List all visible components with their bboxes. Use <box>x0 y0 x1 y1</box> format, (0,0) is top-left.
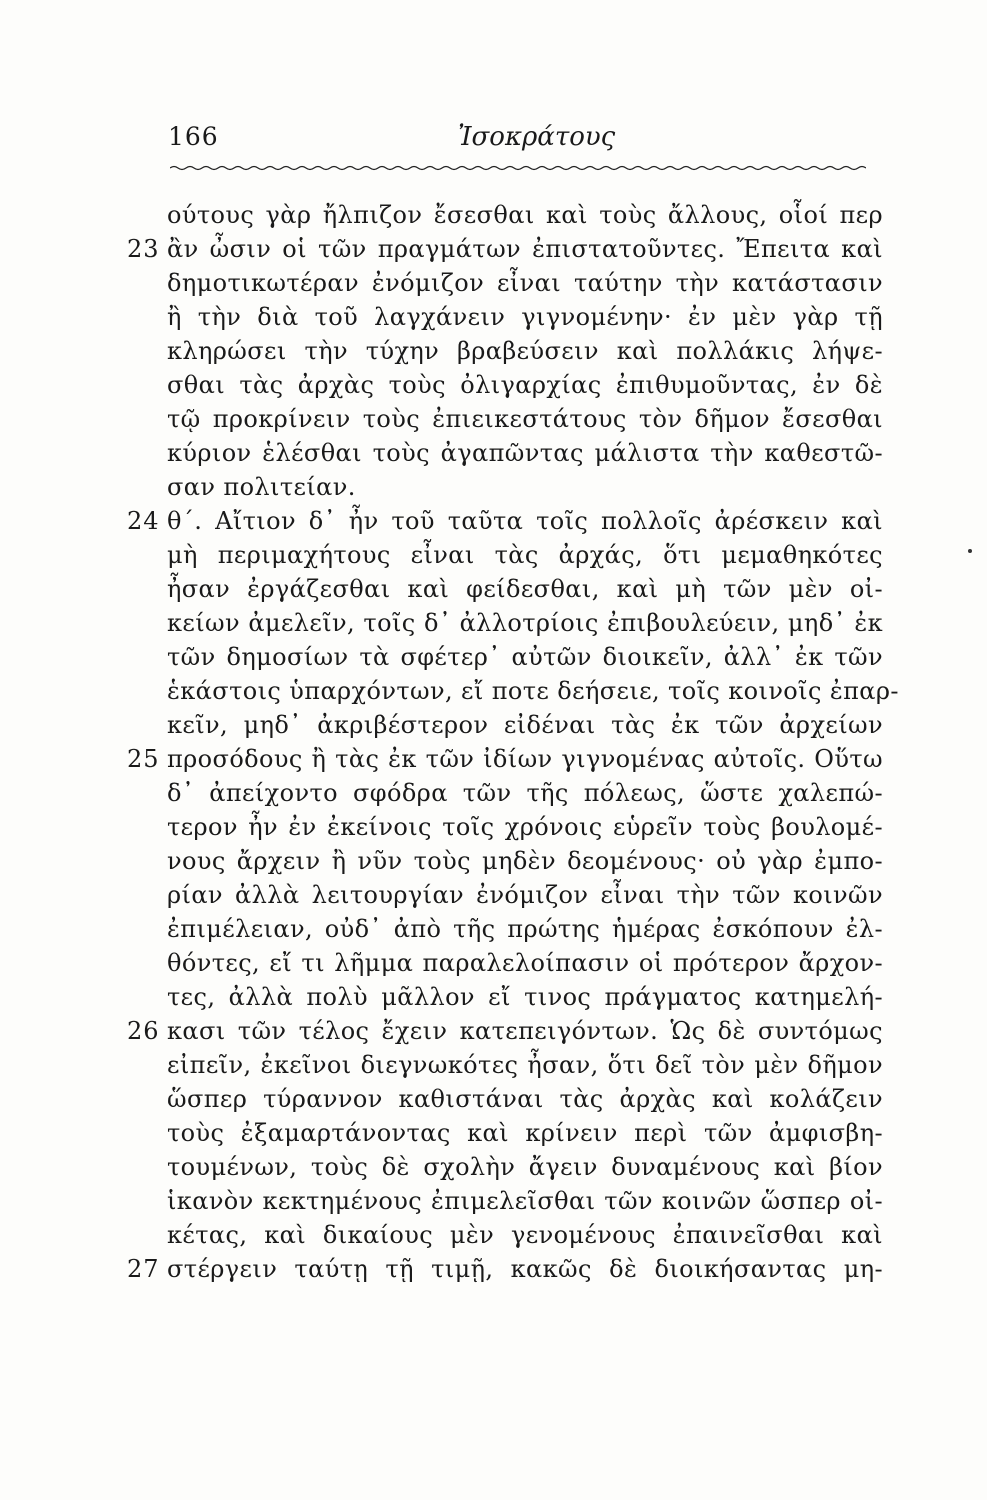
text-line <box>167 912 883 946</box>
text-line <box>167 1150 883 1184</box>
text-line <box>127 504 883 538</box>
line-text: κύριον ἑλέσθαι τοὺς ἀγαπῶντας μάλιστα τὴν καθεστῶ- <box>167 439 883 467</box>
line-text: κασι τῶν τέλος ἔχειν κατεπειγόντων. Ὡς δὲ συντόμως <box>167 1017 883 1045</box>
text-line <box>127 742 883 776</box>
text-line <box>167 606 883 640</box>
line-text: στέργειν ταύτῃ τῇ τιμῇ, κακῶς δὲ διοικήσαντας μη- <box>167 1255 883 1283</box>
line-text: εἰπεῖν, ἐκεῖνοι διεγνωκότες ἦσαν, ὅτι δεῖ τὸν μὲν δῆμον <box>167 1051 883 1079</box>
section-number: 26 <box>127 1017 160 1045</box>
line-text: σαν πολιτείαν. <box>167 473 356 501</box>
section-number: 27 <box>127 1255 160 1283</box>
header-rule <box>170 165 866 171</box>
text-line <box>167 640 883 674</box>
text-line <box>127 1014 883 1048</box>
line-text: ἐπιμέλειαν, οὐδ᾽ ἀπὸ τῆς πρώτης ἡμέρας ἐσκόπουν ἐλ- <box>167 915 883 943</box>
line-text: ἑκάστοις ὑπαρχόντων, εἴ ποτε δεήσειε, τοῖς κοινοῖς ἐπαρ- <box>167 677 899 705</box>
text-line <box>167 368 883 402</box>
text-line <box>167 1184 883 1218</box>
section-number: 24 <box>127 507 160 535</box>
text-line <box>167 1082 883 1116</box>
margin-dot <box>968 549 972 553</box>
running-title: Ἰσοκράτους <box>458 122 616 152</box>
text-line <box>167 1218 883 1252</box>
line-text: κείων ἀμελεῖν, τοῖς δ᾽ ἀλλοτρίοις ἐπιβουλεύειν, μηδ᾽ ἐκ <box>167 609 883 637</box>
text-line <box>167 708 883 742</box>
text-line <box>127 1252 883 1286</box>
line-text: τες, ἀλλὰ πολὺ μᾶλλον εἴ τινος πράγματος κατημελή- <box>167 983 883 1011</box>
line-text: θόντες, εἴ τι λῆμμα παραλελοίπασιν οἱ πρότερον ἄρχον- <box>167 949 883 977</box>
line-text: κέτας, καὶ δικαίους μὲν γενομένους ἐπαινεῖσθαι καὶ <box>167 1221 883 1249</box>
line-text: σθαι τὰς ἀρχὰς τοὺς ὀλιγαρχίας ἐπιθυμοῦντας, ἐν δὲ <box>167 371 883 399</box>
line-text: προσόδους ἢ τὰς ἐκ τῶν ἰδίων γιγνομένας αὐτοῖς. Οὕτω <box>167 745 883 773</box>
line-text: ἱκανὸν κεκτημένους ἐπιμελεῖσθαι τῶν κοινῶν ὥσπερ οἰ- <box>167 1187 883 1215</box>
text-line <box>167 946 883 980</box>
line-text: θ΄. Αἴτιον δ᾽ ἦν τοῦ ταῦτα τοῖς πολλοῖς ἀρέσκειν καὶ <box>167 507 883 535</box>
text-line <box>167 436 883 470</box>
line-text: ὥσπερ τύραννον καθιστάναι τὰς ἀρχὰς καὶ κολάζειν <box>167 1085 883 1113</box>
section-number: 23 <box>127 235 160 263</box>
text-line <box>167 1116 883 1150</box>
page-number: 166 <box>168 122 219 151</box>
line-text: κεῖν, μηδ᾽ ἀκριβέστερον εἰδέναι τὰς ἐκ τῶν ἀρχείων <box>167 711 883 739</box>
text-line <box>167 402 883 436</box>
line-text: μὴ περιμαχήτους εἶναι τὰς ἀρχάς, ὅτι μεμαθηκότες <box>167 541 883 569</box>
text-line <box>167 776 883 810</box>
text-line <box>167 198 883 232</box>
text-line <box>167 674 899 708</box>
line-text: ρίαν ἀλλὰ λειτουργίαν ἐνόμιζον εἶναι τὴν τῶν κοινῶν <box>167 881 883 909</box>
text-line <box>167 538 883 572</box>
line-text: τοὺς ἐξαμαρτάνοντας καὶ κρίνειν περὶ τῶν ἀμφισβη- <box>167 1119 883 1147</box>
line-text: ἢ τὴν διὰ τοῦ λαγχάνειν γιγνομένην· ἐν μὲν γὰρ τῇ <box>167 303 883 331</box>
line-text: τουμένων, τοὺς δὲ σχολὴν ἄγειν δυναμένους καὶ βίον <box>167 1153 883 1181</box>
body-text <box>127 198 899 1286</box>
line-text: νους ἄρχειν ἢ νῦν τοὺς μηδὲν δεομένους· οὐ γὰρ ἐμπο- <box>167 847 883 875</box>
line-text: ἂν ὦσιν οἱ τῶν πραγμάτων ἐπιστατοῦντες. Ἔπειτα καὶ <box>167 235 883 263</box>
section-number: 25 <box>127 745 160 773</box>
line-text: ἦσαν ἐργάζεσθαι καὶ φείδεσθαι, καὶ μὴ τῶν μὲν οἰ- <box>167 575 883 603</box>
line-text: τῷ προκρίνειν τοὺς ἐπιεικεστάτους τὸν δῆμον ἔσεσθαι <box>167 405 883 433</box>
line-text: ούτους γὰρ ἤλπιζον ἔσεσθαι καὶ τοὺς ἄλλους, οἷοί περ <box>167 201 883 229</box>
line-text: τῶν δημοσίων τὰ σφέτερ᾽ αὐτῶν διοικεῖν, ἀλλ᾽ ἐκ τῶν <box>167 643 883 671</box>
text-line <box>167 810 883 844</box>
line-text: δ᾽ ἀπείχοντο σφόδρα τῶν τῆς πόλεως, ὥστε χαλεπώ- <box>167 779 883 807</box>
line-text: τερον ἦν ἐν ἐκείνοις τοῖς χρόνοις εὑρεῖν τοὺς βουλομέ- <box>167 813 883 841</box>
text-line <box>127 232 883 266</box>
text-line <box>167 980 883 1014</box>
text-line <box>167 572 883 606</box>
text-line <box>167 266 883 300</box>
text-line <box>167 470 883 504</box>
line-text: δημοτικωτέραν ἐνόμιζον εἶναι ταύτην τὴν κατάστασιν <box>167 269 883 297</box>
text-line <box>167 300 883 334</box>
text-line <box>167 334 883 368</box>
text-line <box>167 844 883 878</box>
line-text: κληρώσει τὴν τύχην βραβεύσειν καὶ πολλάκις λήψε- <box>167 337 883 365</box>
page-header <box>168 122 868 162</box>
text-line <box>167 878 883 912</box>
text-line <box>167 1048 883 1082</box>
